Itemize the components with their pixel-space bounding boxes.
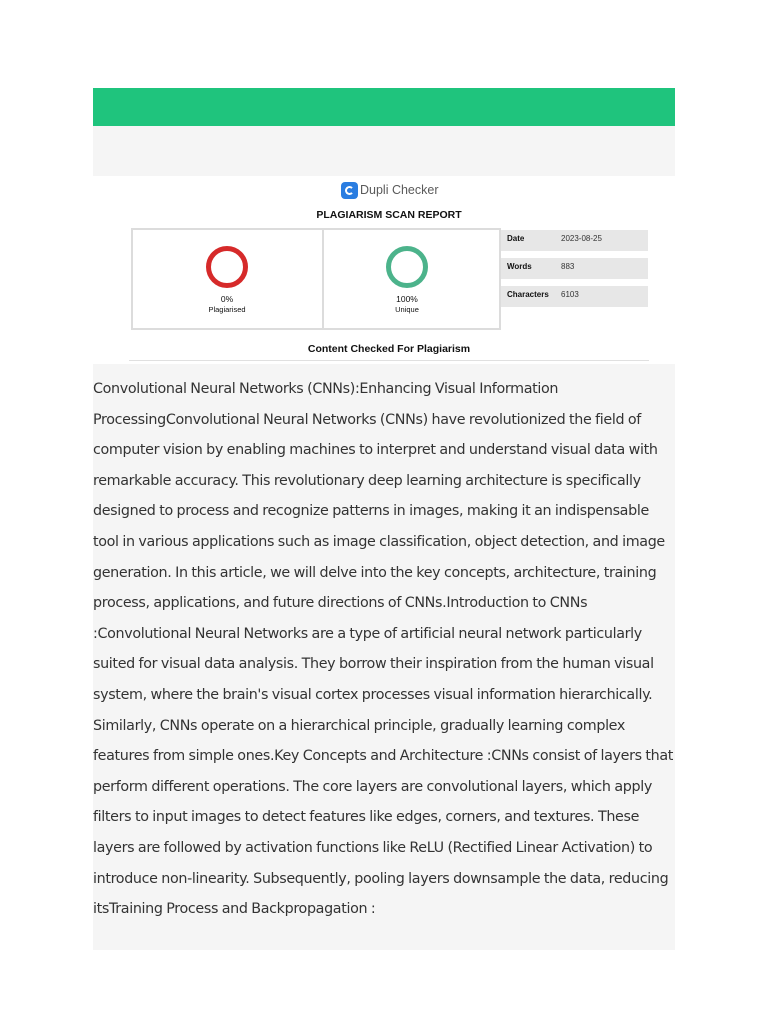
- score-box: [131, 228, 501, 330]
- plagiarised-score: [133, 230, 321, 328]
- article-body: Convolutional Neural Networks (CNNs):Enhancing Visual Information ProcessingConvolutional Neural Networks (CNNs) have revolutionized the field of computer vision by enabling machines to interpret and understand visual data with remarkable accuracy. This revolutionary deep learning architecture is specifically designed to process and recognize patterns in images, making it an indispensable tool in various applications such as image classification, object detection, and image generation. In this article, we will delve into the key concepts, architecture, training process, applications, and future directions of CNNs.Introduction to CNNs :Convolutional Neural Networks are a type of artificial neural network particularly suited for visual data analysis. They borrow their inspiration from the human visual system, where the brain's visual cortex processes visual information hierarchically. Similarly, CNNs operate on a hierarchical principle, gradually learning complex features from simple ones.Key Concepts and Architecture :CNNs consist of layers that perform different operations. The core layers are convolutional layers, which apply filters to input images to detect features like edges, corners, and textures. These layers are followed by activation functions like ReLU (Rectified Linear Activation) to introduce non-linearity. Subsequently, pooling layers downsample the data, reducing itsTraining Process and Backpropagation :: [93, 381, 674, 918]
- stat-row-words: [501, 258, 648, 279]
- unique-label: Unique: [395, 305, 419, 314]
- stat-key: Words: [507, 262, 532, 271]
- report-stats: [501, 230, 648, 314]
- unique-ring-icon: [386, 246, 428, 288]
- unique-percent: 100%: [396, 294, 418, 304]
- unique-score: [313, 230, 501, 328]
- plagiarised-ring-icon: [206, 246, 248, 288]
- header-bar: [93, 88, 675, 126]
- dupli-checker-logo-icon: [341, 182, 358, 199]
- stat-key: Characters: [507, 290, 549, 299]
- report-title: PLAGIARISM SCAN REPORT: [316, 209, 462, 221]
- plagiarised-percent: 0%: [220, 294, 234, 304]
- stat-value: 883: [561, 262, 575, 271]
- stat-row-date: [501, 230, 648, 251]
- plagiarism-report-image: [93, 176, 675, 364]
- plagiarised-label: Plagiarised: [208, 305, 246, 314]
- stat-row-characters: [501, 286, 648, 307]
- stat-key: Date: [507, 234, 525, 243]
- stat-value: 6103: [561, 290, 579, 299]
- stat-value: 2023-08-25: [561, 234, 602, 243]
- report-footer: Content Checked For Plagiarism: [307, 343, 471, 355]
- report-footer-divider: [129, 360, 649, 361]
- dupli-checker-logo: [341, 181, 439, 199]
- logo-text: Dupli Checker: [360, 183, 439, 197]
